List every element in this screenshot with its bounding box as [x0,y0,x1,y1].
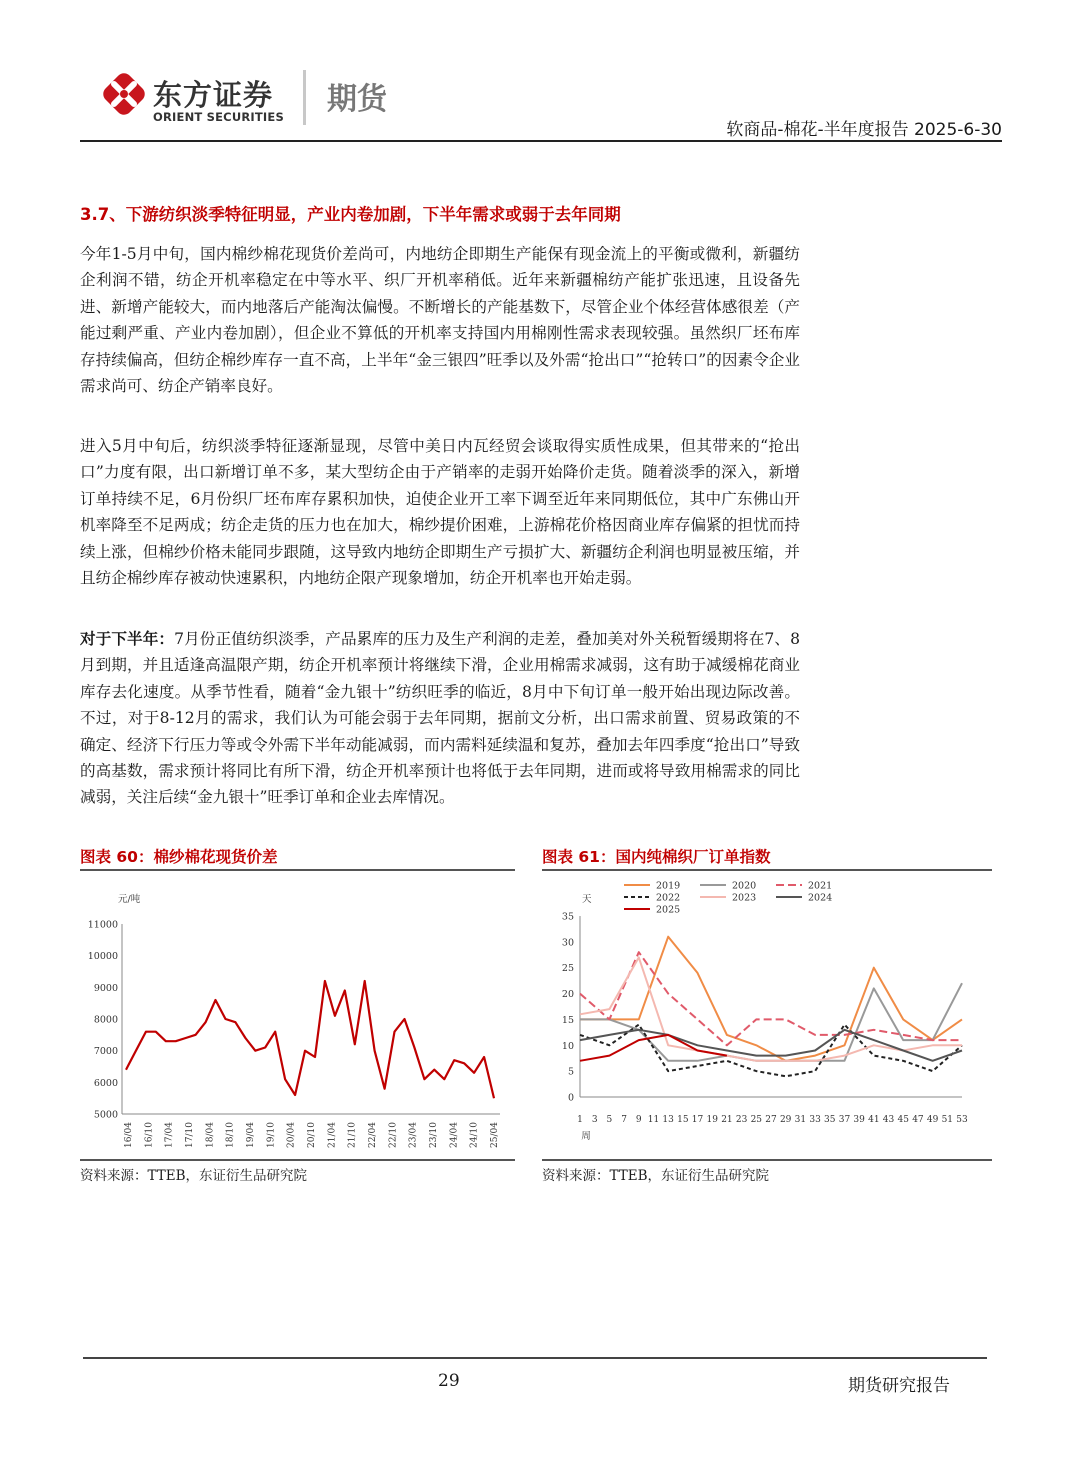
fig61-x-tick: 41 [868,1115,880,1125]
fig61-source: 资料来源：TTEB，东证衍生品研究院 [542,1168,770,1184]
fig61-legend-label-2025: 2025 [656,904,681,916]
fig60-x-tick: 19/04 [246,1122,256,1148]
header-rule [80,140,1002,142]
section-title: 3.7、下游纺织淡季特征明显，产业内卷加剧，下半年需求或弱于去年同期 [80,205,621,224]
fig61-legend-label-2021: 2021 [808,880,833,892]
fig61-x-tick: 7 [621,1115,627,1125]
fig60-x-tick: 20/10 [307,1122,317,1148]
fig61-series-2020 [580,983,962,1061]
fig61-bottom-rule [542,1159,992,1161]
paragraph-1: 今年1-5月中旬，国内棉纱棉花现货价差尚可，内地纺企即期生产能保有现金流上的平衡或微利，新疆纺企利润不错，纺企开机率稳定在中等水平、织厂开机率稍低。近年来新疆棉纺产能扩张迅速，且设备先进、新增产能较大，而内地落后产能淘汰偏慢。不断增长的产能基数下，尽管企业个体经营体感很差（产能过剩严重、产业内卷加剧），但企业不算低的开机率支持国内用棉刚性需求表现较强。虽然织厂坯布库存持续偏高，但纺企棉纱库存一直不高，上半年“金三银四”旺季以及外需“抢出口”“抢转口”的因素令企业需求尚可、纺企产销率良好。 [80,245,800,396]
fig60-x-tick: 16/04 [124,1122,134,1148]
logo-mark [98,68,150,120]
fig61-legend-label-2023: 2023 [732,892,757,904]
fig60-x-tick: 18/04 [205,1122,216,1148]
fig60-x-tick: 22/10 [388,1122,399,1148]
fig61-y-tick: 20 [561,989,574,1001]
fig61-x-tick: 51 [941,1115,954,1125]
report-header-line: 软商品-棉花-半年度报告 2025-6-30 [726,120,1002,140]
fig60-x-tick: 23/04 [408,1122,419,1148]
fig61-x-tick: 45 [897,1115,909,1125]
fig60-title: 图表 60：棉纱棉花现货价差 [80,848,278,866]
paragraph-3-lead: 对于下半年： [80,629,175,648]
fig61-x-tick: 31 [794,1115,807,1125]
fig61-legend-label-2024: 2024 [808,892,833,904]
fig60-x-tick: 22/04 [368,1122,378,1148]
fig61-y-tick: 25 [561,963,574,975]
fig61-y-tick: 0 [567,1092,574,1104]
fig60-y-tick: 8000 [93,1014,118,1026]
fig61-top-rule [542,869,992,871]
fig60-top-rule [80,869,515,871]
fig60-y-tick: 7000 [93,1046,118,1058]
brand-name-cn: 东方证券 [153,78,274,112]
fig61-legend-label-2022: 2022 [656,892,681,904]
paragraph-2: 进入5月中旬后，纺织淡季特征逐渐显现，尽管中美日内瓦经贸会谈取得实质性成果，但其带来的“抢出口”力度有限，出口新增订单不多，某大型纺企由于产销率的走弱开始降价走货。随着淡季的深入，新增订单持续不足，6月份织厂坯布库存累积加快，迫使企业开工率下调至近年来同期低位，其中广东佛山开机率降至不足两成；纺企走货的压力也在加大，棉纱提价困难，上游棉花价格因商业库存偏紧的担忧而持续上涨，但棉纱价格未能同步跟随，这导致内地纺企即期生产亏损扩大、新疆纺企利润也明显被压缩，并且纺企棉纱库存被动快速累积，内地纺企限产现象增加，纺企开机率也开始走弱。 [80,437,800,588]
fig60-y-tick: 5000 [93,1109,118,1121]
fig60-x-tick: 17/04 [164,1122,175,1148]
fig60-y-tick: 10000 [87,951,118,963]
fig61-x-tick: 11 [647,1115,660,1125]
fig61-series-2021 [580,952,962,1045]
fig61-x-tick: 15 [677,1115,689,1125]
fig61-y-tick: 10 [561,1040,574,1052]
fig60-x-tick: 21/10 [347,1122,358,1148]
fig61-chart [542,872,992,1157]
fig61-x-tick: 5 [606,1115,613,1125]
fig60-x-tick: 25/04 [490,1122,500,1148]
fig60-x-tick: 24/10 [469,1122,480,1148]
fig60-x-tick: 21/04 [327,1122,338,1148]
fig61-x-tick: 25 [750,1115,763,1125]
fig60-x-tick: 19/10 [266,1122,277,1148]
fig60-y-tick: 11000 [87,919,118,931]
fig61-x-tick: 17 [691,1115,704,1125]
fig60-spread-line [126,981,494,1098]
fig61-x-tick: 43 [882,1115,895,1125]
fig61-legend-label-2019: 2019 [656,880,681,892]
brand-name-en: ORIENT SECURITIES [153,110,284,124]
fig61-x-unit: 周 [581,1131,591,1142]
fig61-x-tick: 21 [721,1115,733,1125]
footer-rule [83,1357,987,1359]
fig61-title: 图表 61：国内纯棉织厂订单指数 [542,848,771,866]
logo-divider [303,70,306,125]
fig61-legend-label-2020: 2020 [732,880,757,892]
fig61-x-tick: 13 [662,1115,674,1125]
fig61-x-tick: 35 [824,1115,836,1125]
fig61-x-tick: 47 [912,1115,924,1125]
fig61-x-tick: 3 [591,1115,598,1125]
fig61-x-tick: 9 [635,1115,642,1125]
fig60-bottom-rule [80,1159,515,1161]
paragraph-3-body: 7月份正值纺织淡季，产品累库的压力及生产利润的走差，叠加美对外关税暂缓期将在7、8月到期，并且适逢高温限产期，纺企开机率预计将继续下滑，企业用棉需求减弱，这有助于减缓棉花商业库存去化速度。从季节性看，随着“金九银十”纺织旺季的临近，8月中下旬订单一般开始出现边际改善。不过，对于8-12月的需求，我们认为可能会弱于去年同期，据前文分析，出口需求前置、贸易政策的不确定、经济下行压力等或令外需下半年动能减弱，而内需料延续温和复苏，叠加去年四季度“抢出口”导致的高基数，需求预计将同比有所下滑，纺企开机率预计也将低于去年同期，进而或将导致用棉需求的同比减弱，关注后续“金九银十”旺季订单和企业去库情况。 [80,630,800,807]
division-label: 期货 [327,82,387,117]
fig60-x-tick: 16/10 [144,1122,155,1148]
fig60-y-unit: 元/吨 [118,894,141,905]
fig60-x-tick: 20/04 [286,1122,297,1148]
fig61-y-tick: 15 [561,1014,574,1026]
fig60-source: 资料来源：TTEB，东证衍生品研究院 [80,1168,308,1184]
fig60-x-tick: 17/10 [185,1122,195,1148]
fig60-y-tick: 9000 [93,982,118,994]
fig61-series-2023 [580,957,962,1060]
fig61-y-tick: 30 [561,937,574,949]
page-number: 29 [438,1371,460,1391]
paragraph-3 [80,626,800,811]
fig60-x-tick: 18/10 [225,1122,236,1148]
fig61-x-tick: 49 [926,1115,939,1125]
fig61-x-tick: 23 [735,1115,748,1125]
fig60-chart [80,872,515,1157]
fig61-x-tick: 29 [779,1115,792,1125]
fig61-x-tick: 53 [956,1115,968,1125]
fig61-x-tick: 39 [853,1115,865,1125]
footer-label: 期货研究报告 [848,1376,950,1396]
fig61-x-tick: 27 [765,1115,777,1125]
fig60-x-tick: 24/04 [449,1122,460,1148]
fig61-y-tick: 5 [567,1066,574,1078]
fig60-x-tick: 23/10 [429,1122,439,1148]
fig61-x-tick: 19 [706,1115,718,1125]
fig61-y-tick: 35 [561,911,574,923]
fig60-y-tick: 6000 [93,1077,118,1089]
fig61-x-tick: 37 [838,1115,851,1125]
fig61-x-tick: 1 [577,1115,583,1125]
fig61-x-tick: 33 [809,1115,821,1125]
fig61-y-unit: 天 [582,894,592,905]
